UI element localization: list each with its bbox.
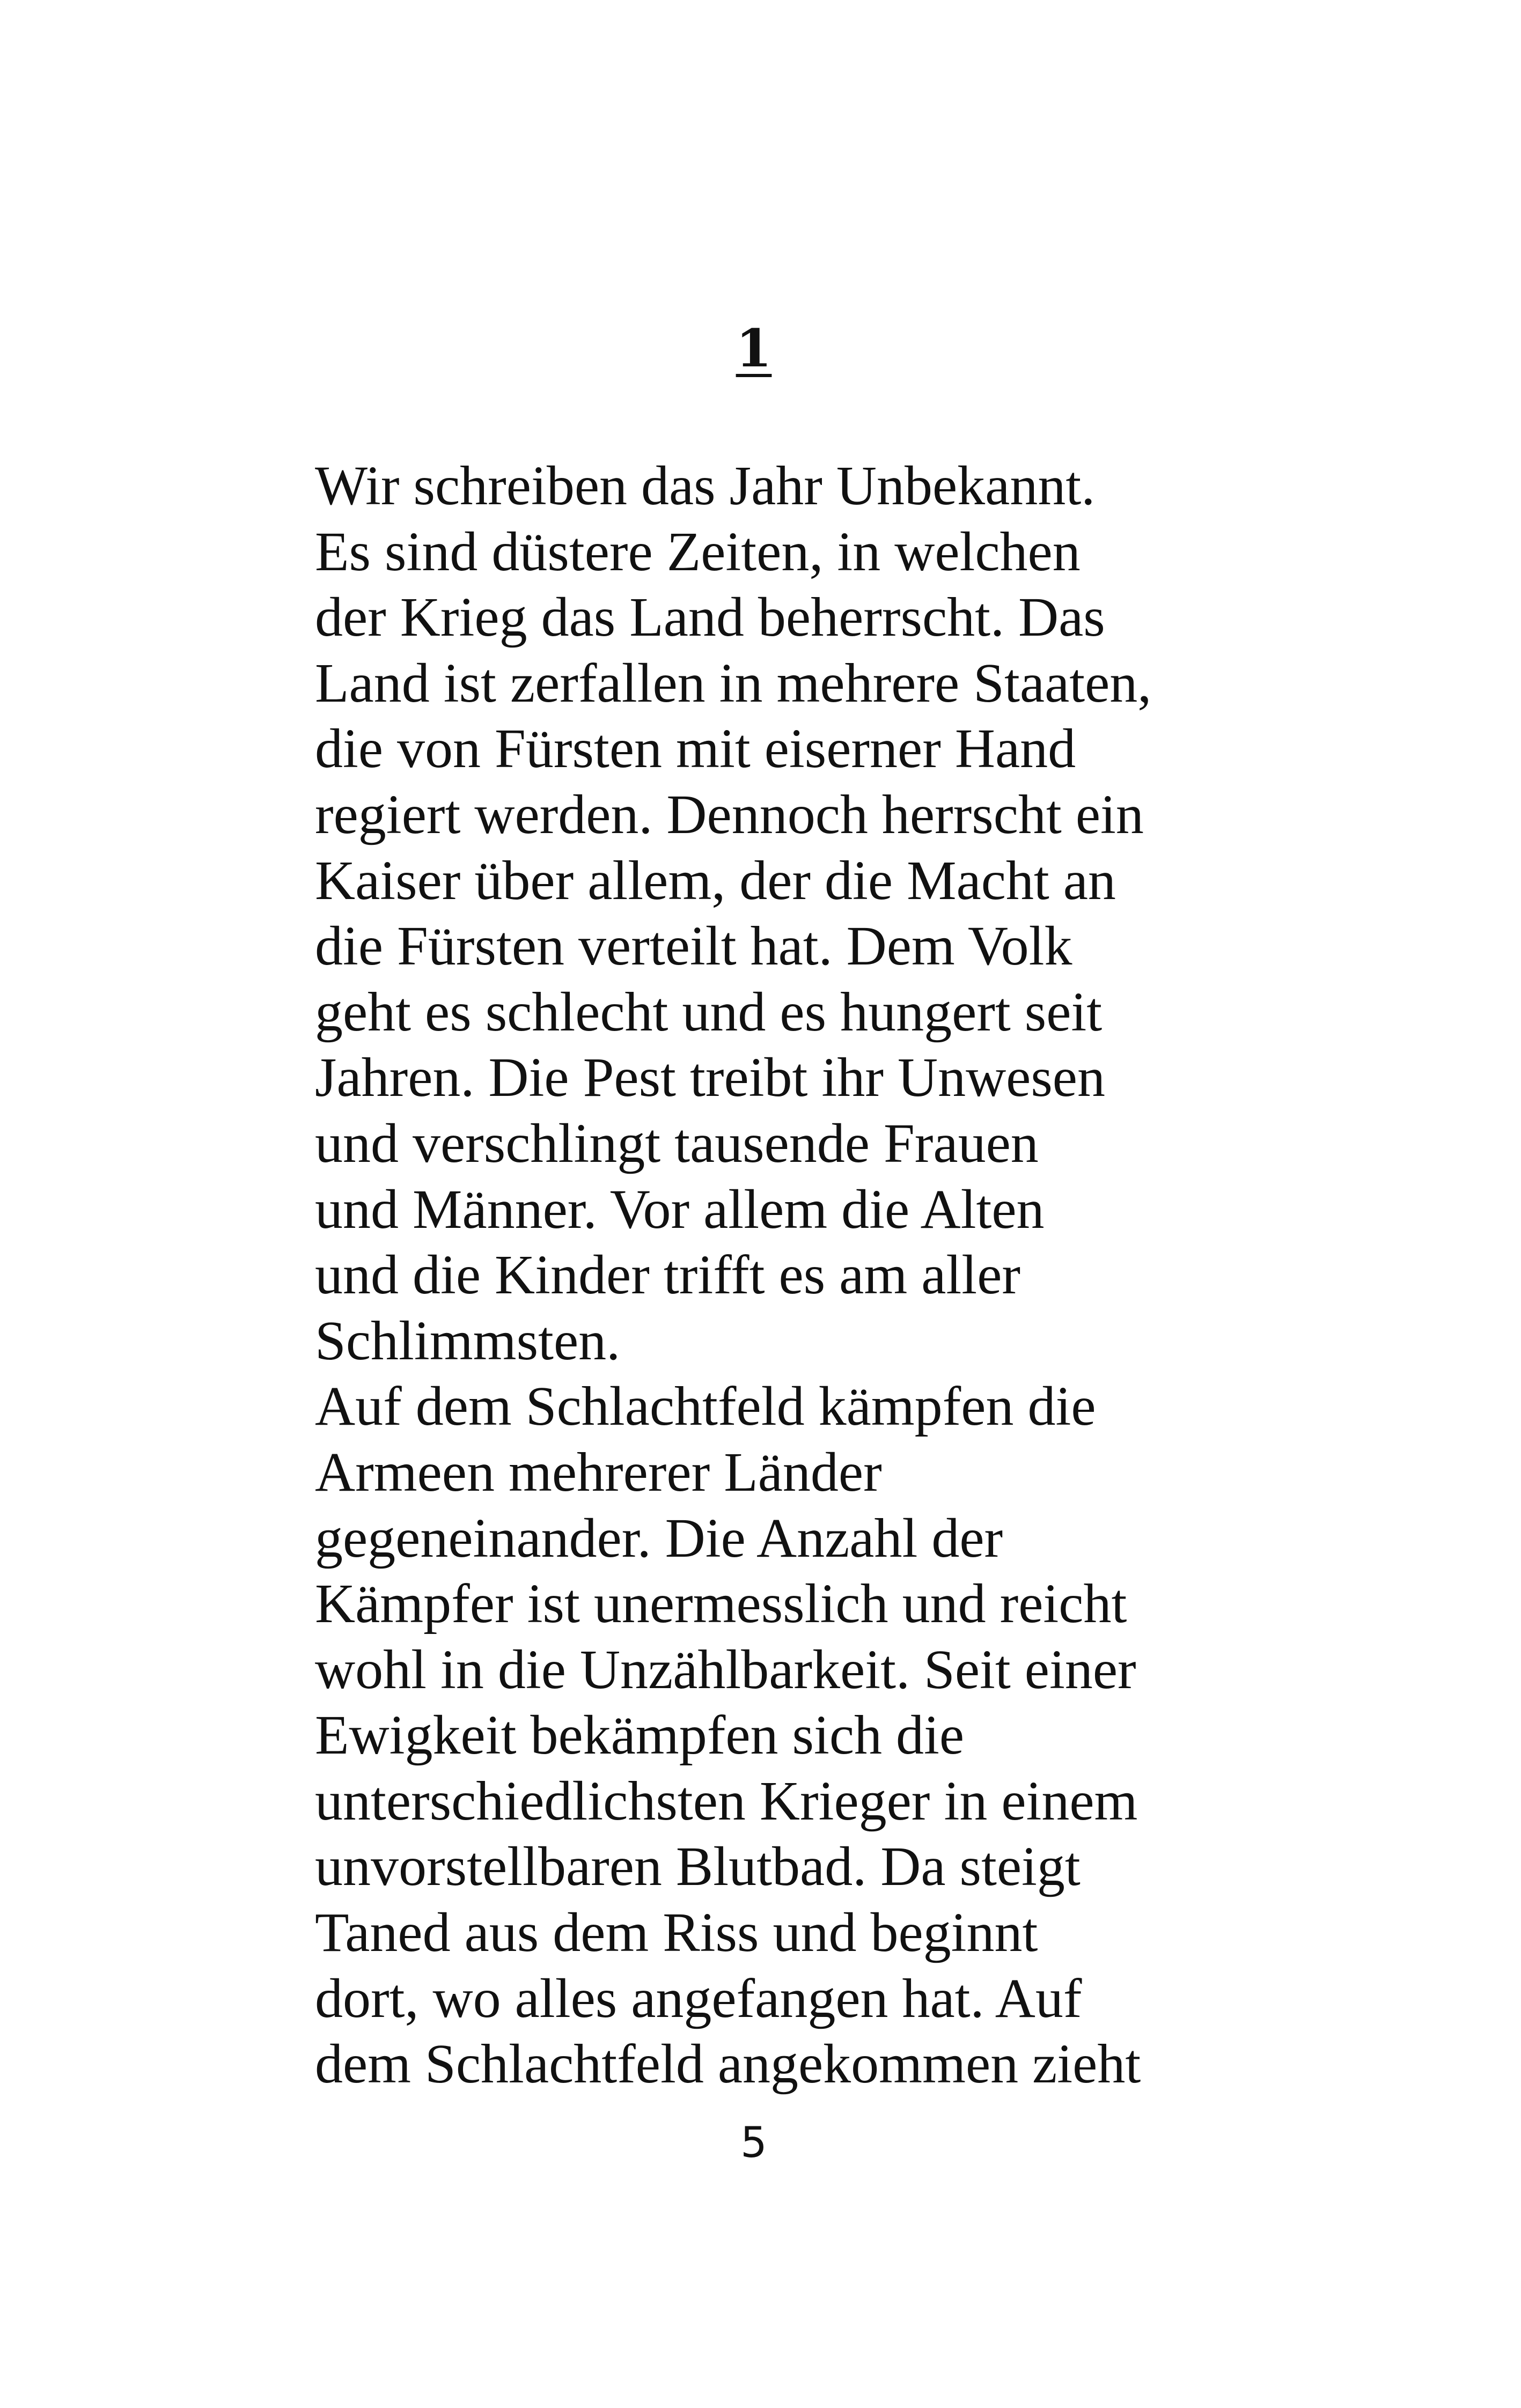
text-line: Ewigkeit bekämpfen sich die	[315, 1704, 965, 1766]
text-line: unvorstellbaren Blutbad. Da steigt	[315, 1836, 1081, 1898]
text-line: und die Kinder trifft es am aller	[315, 1244, 1020, 1306]
text-line: und Männer. Vor allem die Alten	[315, 1178, 1045, 1240]
text-line: wohl in die Unzählbarkeit. Seit einer	[315, 1638, 1136, 1700]
chapter-body-text	[315, 453, 1227, 2097]
text-line: geht es schlecht und es hungert seit	[315, 981, 1103, 1043]
text-line: dort, wo alles angefangen hat. Auf	[315, 1967, 1082, 2029]
text-line: Wir schreiben das Jahr Unbekannt.	[315, 455, 1096, 517]
text-line: die von Fürsten mit eiserner Hand	[315, 718, 1076, 780]
text-line: unterschiedlichsten Krieger in einem	[315, 1770, 1138, 1832]
text-line: regiert werden. Dennoch herrscht ein	[315, 783, 1144, 845]
chapter-number: 1	[736, 318, 772, 379]
text-line: die Fürsten verteilt hat. Dem Volk	[315, 915, 1072, 977]
text-line: gegeneinander. Die Anzahl der	[315, 1507, 1003, 1569]
text-line: Taned aus dem Riss und beginnt	[315, 1902, 1038, 1964]
text-line: Armeen mehrerer Länder	[315, 1441, 882, 1503]
page-number: 5	[740, 2119, 767, 2167]
text-line: Land ist zerfallen in mehrere Staaten,	[315, 652, 1152, 714]
text-line: Jahren. Die Pest treibt ihr Unwesen	[315, 1047, 1105, 1109]
text-line: Es sind düstere Zeiten, in welchen	[315, 520, 1081, 583]
text-line: der Krieg das Land beherrscht. Das	[315, 586, 1105, 649]
text-line: und verschlingt tausende Frauen	[315, 1112, 1039, 1174]
text-line: Schlimmsten.	[315, 1309, 621, 1372]
text-line: Kaiser über allem, der die Macht an	[315, 849, 1116, 911]
text-line: dem Schlachtfeld angekommen zieht	[315, 2033, 1141, 2095]
text-line: Kämpfer ist unermesslich und reicht	[315, 1573, 1127, 1635]
text-line: Auf dem Schlachtfeld kämpfen die	[315, 1375, 1096, 1438]
